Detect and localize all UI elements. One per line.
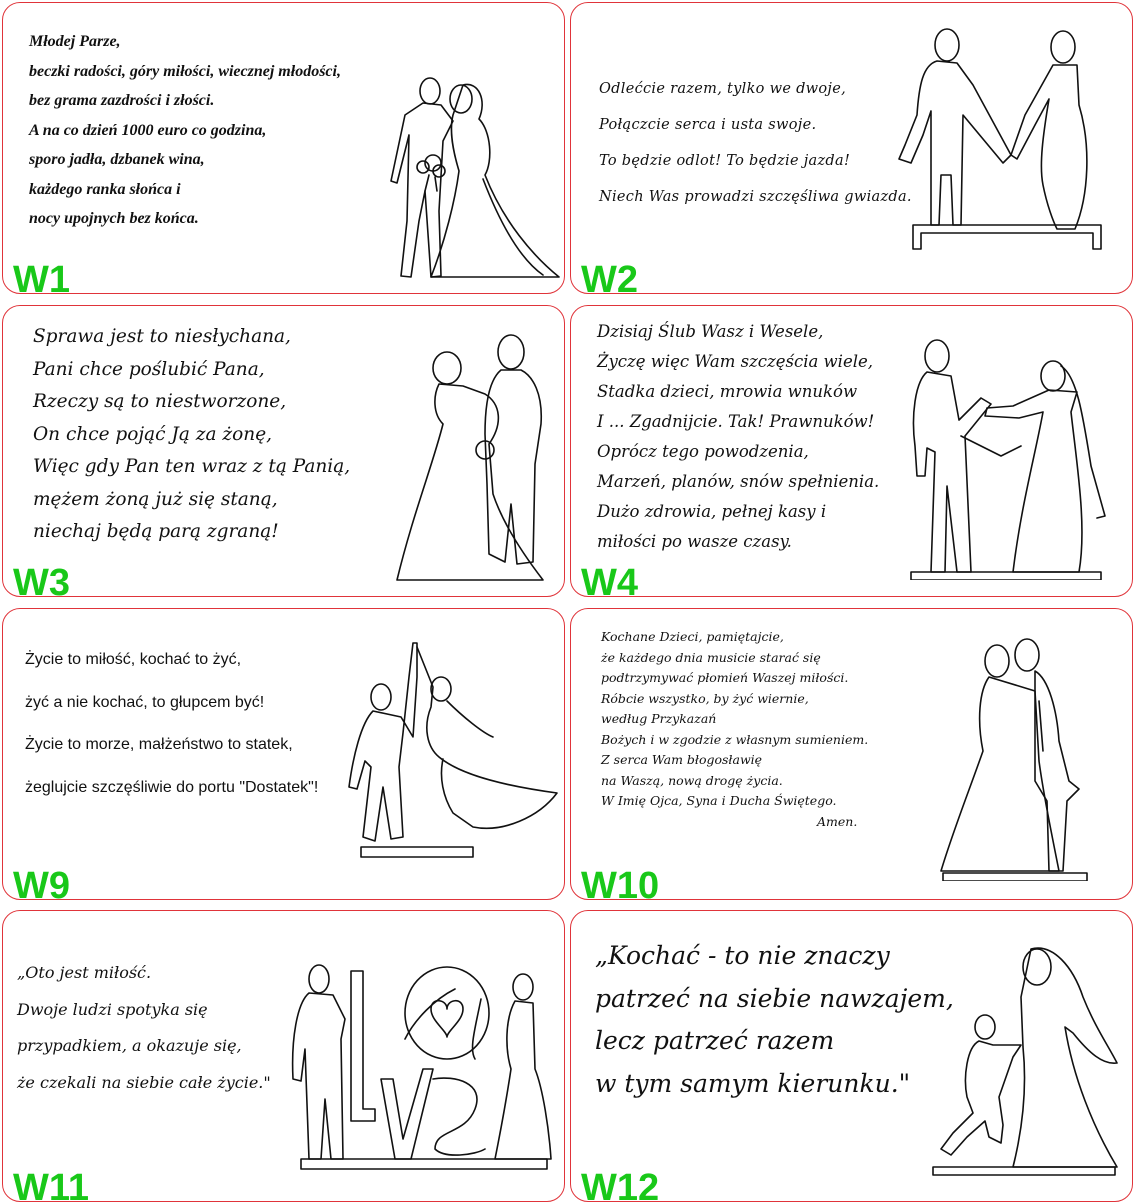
poem-line: w tym samym kierunku." [595, 1068, 911, 1098]
poem-line: Rzeczy są to niestworzone, [33, 391, 287, 412]
design-code-label: W10 [581, 865, 660, 900]
poem-line: Niech Was prowadzi szczęśliwa gwiazda. [599, 189, 912, 205]
poem-line: „Oto jest miłość. [17, 963, 152, 982]
poem-line: niechaj będą parą zgraną! [33, 521, 279, 542]
poem-line: Dużo zdrowia, pełnej kasy i [597, 502, 827, 521]
poem-line: Amen. [817, 813, 858, 829]
poem-line: Kochane Dzieci, pamiętajcie, [601, 629, 784, 644]
couple-kissing-silhouette [939, 631, 1125, 881]
poem-text [601, 629, 868, 834]
poem-line: Stadka dzieci, mrowia wnuków [597, 382, 858, 401]
poem-line: Sprawa jest to niesłychana, [33, 326, 291, 347]
poem-text [17, 963, 271, 1109]
poem-line: na Waszą, nową drogę życia. [601, 772, 783, 788]
poem-line: On chce pojąć Ją za żonę, [33, 423, 273, 445]
wedding-card-w3 [2, 305, 565, 597]
poem-line: I ... Zgadnijcie. Tak! Prawnuków! [597, 412, 875, 431]
design-code-label: W3 [13, 562, 70, 597]
poem-line: Życzę więc Wam szczęścia wiele, [597, 352, 874, 371]
poem-text [595, 941, 954, 1111]
poem-line: Marzeń, planów, snów spełnienia. [597, 472, 880, 491]
poem-line: mężem żoną już się staną, [33, 488, 278, 510]
design-code-label: W12 [581, 1167, 660, 1202]
poem-line: według Przykazań [601, 711, 717, 726]
poem-line: sporo jadła, dzbanek wina, [29, 151, 205, 168]
poem-line: że każdego dnia musicie starać się [601, 649, 821, 665]
poem-line: Młodej Parze, [29, 33, 121, 50]
poem-line: Połączcie serca i usta swoje. [599, 117, 817, 133]
wedding-card-w2 [570, 2, 1133, 294]
poem-line: miłości po wasze czasy. [597, 532, 792, 551]
poem-line: patrzeć na siebie nawzajem, [595, 983, 954, 1013]
poem-line: Życie to miłość, kochać to żyć, [25, 651, 242, 668]
wedding-card-w1 [2, 2, 565, 294]
poem-line: Z serca Wam błogosławię [601, 752, 763, 767]
poem-line: że czekali na siebie całe życie." [17, 1072, 271, 1092]
poem-line: „Kochać - to nie znaczy [595, 941, 890, 970]
poem-text [599, 81, 912, 225]
proposal-kneeling-silhouette [923, 937, 1123, 1177]
poem-line: Dwoje ludzi spotyka się [17, 999, 208, 1019]
poem-line: Dzisiaj Ślub Wasz i Wesele, [597, 322, 824, 341]
poem-line: W Imię Ojca, Syna i Ducha Świętego. [601, 793, 837, 808]
poem-line: Bożych i w zgodzie z własnym sumieniem. [601, 731, 869, 747]
bride-groom-silhouette [393, 324, 563, 586]
poem-line: To będzie odlot! To będzie jazda! [599, 153, 851, 169]
poem-line: żeglujcie szczęśliwie do portu "Dostatek"! [25, 778, 319, 796]
poem-text [29, 33, 341, 240]
poem-text [597, 322, 879, 562]
poem-line: Oprócz tego powodzenia, [597, 442, 809, 461]
design-code-label: W4 [581, 562, 638, 597]
couple-dancing-veil-silhouette [901, 336, 1111, 580]
wedding-card-w9 [2, 608, 565, 900]
poem-line: każdego ranka słońca i [29, 180, 181, 198]
poem-line: przypadkiem, a okazuje się, [17, 1036, 242, 1055]
poem-line: beczki radości, góry miłości, wiecznej młodości, [29, 62, 341, 80]
poem-line: lecz patrzeć razem [595, 1026, 835, 1055]
design-code-label: W9 [13, 865, 70, 900]
poem-text [25, 651, 318, 821]
poem-text [33, 326, 350, 554]
couple-embrace-silhouette [383, 71, 563, 283]
poem-line: Życie to morze, małżeństwo to statek, [25, 736, 293, 753]
design-code-label: W2 [581, 259, 638, 294]
poem-line: nocy upojnych bez końca. [29, 210, 199, 227]
wedding-card-w10 [570, 608, 1133, 900]
poem-line: Więc gdy Pan ten wraz z tą Panią, [33, 456, 351, 477]
poem-line: Pani chce poślubić Pana, [33, 358, 265, 380]
poem-line: Róbcie wszystko, by żyć wiernie, [601, 690, 809, 706]
design-code-label: W11 [13, 1167, 90, 1202]
poem-line: żyć a nie kochać, to głupcem być! [25, 693, 265, 711]
poem-line: Odlećcie razem, tylko we dwoje, [599, 81, 847, 97]
poem-line: bez grama zazdrości i złości. [29, 92, 215, 109]
poem-line: podtrzymywać płomień Waszej miłości. [601, 670, 849, 685]
wedding-card-w11 [2, 910, 565, 1202]
design-code-label: W1 [13, 259, 70, 294]
couple-holding-hands-silhouette [893, 25, 1121, 257]
wedding-card-w4 [570, 305, 1133, 597]
poem-line: A na co dzień 1000 euro co godzina, [29, 121, 267, 139]
couple-dancing-twirl-silhouette [343, 637, 563, 863]
love-letters-couple-silhouette [285, 959, 555, 1175]
wedding-card-w12 [570, 910, 1133, 1202]
